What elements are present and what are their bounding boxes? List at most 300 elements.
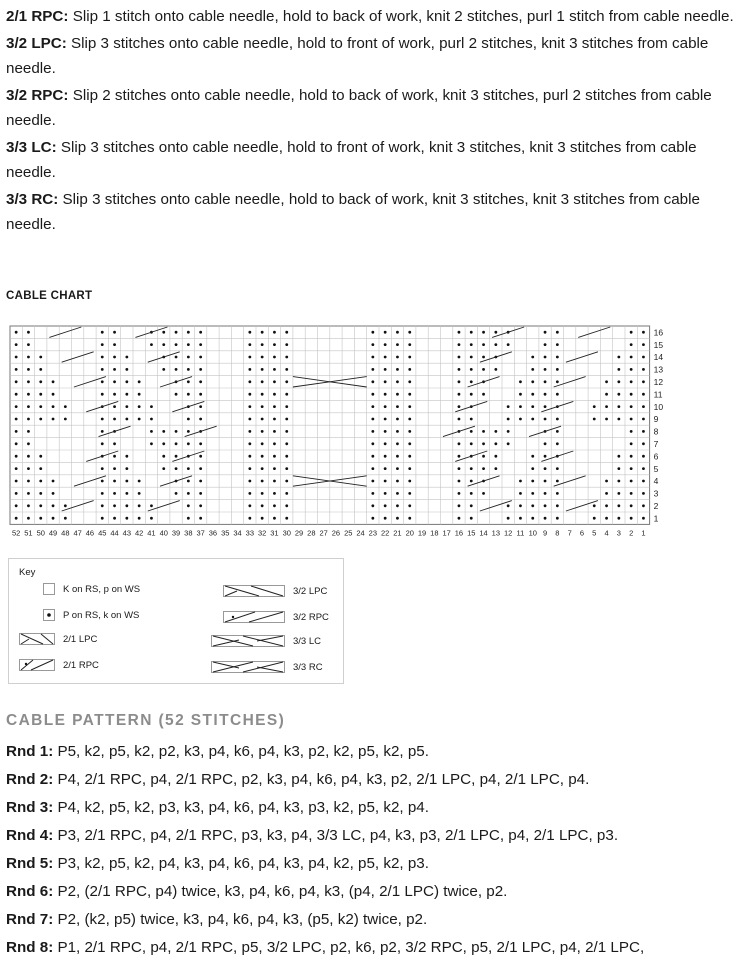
purl-dot (507, 442, 510, 445)
purl-dot (261, 455, 264, 458)
purl-dot (531, 480, 534, 483)
purl-dot (273, 467, 276, 470)
key-item-label: K on RS, p on WS (63, 583, 141, 595)
row-label: 13 (653, 364, 664, 375)
purl-dot (39, 504, 42, 507)
purl-dot (261, 492, 264, 495)
purl-dot (162, 467, 165, 470)
column-label: 19 (417, 528, 427, 538)
purl-dot (27, 356, 30, 359)
purl-dot (162, 343, 165, 346)
purl-dot (39, 455, 42, 458)
purl-dot (630, 492, 633, 495)
purl-dot (199, 455, 202, 458)
column-label: 6 (579, 528, 585, 538)
round-text: P4, 2/1 RPC, p4, 2/1 RPC, p2, k3, p4, k6, p4, k3, p2, 2/1 LPC, p4, 2/1 LPC, p4. (53, 771, 590, 788)
purl-dot (384, 368, 387, 371)
key-item-label: 2/1 RPC (63, 659, 99, 671)
purl-dot (273, 393, 276, 396)
purl-dot (15, 380, 18, 383)
purl-dot (642, 356, 645, 359)
purl-dot (371, 418, 374, 421)
purl-dot (138, 480, 141, 483)
column-label: 21 (393, 528, 402, 538)
purl-dot (470, 480, 473, 483)
column-label: 34 (233, 528, 242, 538)
purl-dot (52, 480, 55, 483)
purl-dot (15, 492, 18, 495)
purl-dot (125, 504, 128, 507)
purl-dot (458, 442, 461, 445)
purl-dot (617, 455, 620, 458)
definition-text: Slip 2 stitches onto cable needle, hold to back of work, knit 3 stitches, purl 2 stitches from cable needle. (6, 86, 712, 129)
definition-3-3-lc (6, 135, 746, 186)
row-label: 6 (653, 451, 659, 462)
purl-dot (396, 442, 399, 445)
purl-dot (248, 442, 251, 445)
row-label: 16 (653, 327, 664, 338)
purl-dot (162, 455, 165, 458)
purl-dot (138, 492, 141, 495)
purl-dot (519, 418, 522, 421)
purl-dot (544, 393, 547, 396)
purl-dot (285, 343, 288, 346)
purl-dot (175, 393, 178, 396)
purl-dot (617, 492, 620, 495)
purl-dot (138, 504, 141, 507)
purl-dot (470, 492, 473, 495)
purl-dot (273, 343, 276, 346)
purl-dot (470, 504, 473, 507)
purl-dot (39, 467, 42, 470)
purl-dot (261, 331, 264, 334)
purl-dot (630, 442, 633, 445)
purl-dot (27, 418, 30, 421)
purl-dot (630, 504, 633, 507)
purl-dot (642, 331, 645, 334)
purl-dot (371, 467, 374, 470)
purl-dot (556, 442, 559, 445)
definition-3-2-lpc (6, 31, 746, 82)
purl-dot (556, 467, 559, 470)
purl-dot (162, 331, 165, 334)
purl-dot (101, 467, 104, 470)
round-label: Rnd 5: (6, 855, 54, 872)
purl-dot (285, 517, 288, 520)
purl-dot (125, 405, 128, 408)
purl-dot (396, 368, 399, 371)
chart-key (8, 558, 344, 684)
purl-dot (101, 393, 104, 396)
purl-dot (384, 480, 387, 483)
purl-dot (27, 455, 30, 458)
purl-dot (199, 405, 202, 408)
purl-dot (408, 442, 411, 445)
definition-abbr: 2/1 RPC: (6, 8, 69, 25)
purl-dot (396, 356, 399, 359)
purl-dot (371, 492, 374, 495)
purl-dot (544, 405, 547, 408)
purl-dot (371, 504, 374, 507)
row-label: 15 (653, 339, 664, 350)
column-label: 2 (629, 528, 634, 538)
purl-dot (187, 380, 190, 383)
purl-dot (248, 480, 251, 483)
column-label: 43 (122, 528, 132, 538)
column-label: 49 (48, 528, 58, 538)
abbreviation-definitions (6, 4, 746, 239)
purl-dot (125, 368, 128, 371)
purl-dot (531, 356, 534, 359)
purl-dot (52, 380, 55, 383)
purl-dot (642, 405, 645, 408)
purl-dot (101, 480, 104, 483)
purl-dot (556, 331, 559, 334)
purl-dot (138, 393, 141, 396)
purl-dot (150, 430, 153, 433)
purl-dot (482, 356, 485, 359)
purl-dot (507, 517, 510, 520)
purl-dot (396, 430, 399, 433)
purl-dot (187, 492, 190, 495)
column-label: 48 (61, 528, 70, 538)
purl-dot (39, 492, 42, 495)
purl-dot (27, 442, 30, 445)
purl-dot (458, 368, 461, 371)
purl-dot (458, 356, 461, 359)
purl-dot (199, 380, 202, 383)
purl-dot (482, 343, 485, 346)
purl-dot (384, 356, 387, 359)
purl-dot (273, 442, 276, 445)
column-label: 27 (319, 528, 328, 538)
purl-dot (175, 368, 178, 371)
purl-dot (175, 492, 178, 495)
purl-dot (617, 380, 620, 383)
key-title: Key (19, 567, 36, 578)
purl-dot (519, 393, 522, 396)
column-label: 23 (368, 528, 378, 538)
purl-dot (408, 343, 411, 346)
purl-dot (384, 343, 387, 346)
purl-dot (285, 492, 288, 495)
purl-dot (396, 418, 399, 421)
purl-dot (125, 393, 128, 396)
round-text: P2, (2/1 RPC, p4) twice, k3, p4, k6, p4, k3, (p4, 2/1 LPC) twice, p2. (53, 883, 508, 900)
purl-dot (175, 331, 178, 334)
purl-dot (248, 492, 251, 495)
definition-abbr: 3/2 RPC: (6, 86, 69, 104)
purl-dot (261, 442, 264, 445)
row-label: 3 (653, 488, 659, 499)
purl-dot (15, 504, 18, 507)
column-label: 20 (405, 528, 414, 538)
column-label: 18 (430, 528, 439, 538)
purl-dot (187, 442, 190, 445)
purl-dot (39, 418, 42, 421)
key-item-label: 2/1 LPC (63, 633, 98, 645)
purl-dot (458, 405, 461, 408)
purl-dot (64, 517, 67, 520)
purl-dot (458, 331, 461, 334)
purl-dot (544, 517, 547, 520)
purl-dot (556, 343, 559, 346)
purl-dot (199, 356, 202, 359)
column-label: 52 (11, 528, 21, 538)
purl-dot (273, 331, 276, 334)
row-label: 1 (653, 513, 659, 524)
column-label: 33 (245, 528, 255, 538)
purl-dot (617, 368, 620, 371)
key-item-2-1-rpc (19, 659, 99, 671)
purl-dot (52, 418, 55, 421)
cable-chart (0, 318, 750, 548)
purl-dot (113, 393, 116, 396)
key-item-3-2-rpc (223, 611, 329, 623)
purl-dot (617, 504, 620, 507)
purl-dot (285, 356, 288, 359)
purl-dot (285, 393, 288, 396)
purl-dot (531, 405, 534, 408)
purl-dot (556, 356, 559, 359)
purl-dot (630, 356, 633, 359)
purl-dot (101, 343, 104, 346)
purl-dot (470, 517, 473, 520)
key-item-3-3-rc (211, 661, 323, 673)
purl-dot (138, 380, 141, 383)
purl-dot (261, 430, 264, 433)
purl-dot (150, 504, 153, 507)
purl-dot (285, 418, 288, 421)
purl-dot (384, 467, 387, 470)
purl-dot (52, 492, 55, 495)
purl-dot (544, 380, 547, 383)
purl-dot (556, 393, 559, 396)
purl-dot (113, 368, 116, 371)
purl-dot (531, 504, 534, 507)
purl-dot (175, 442, 178, 445)
purl-dot (15, 480, 18, 483)
pattern-title: CABLE PATTERN (52 STITCHES) (6, 712, 286, 729)
purl-dot (408, 331, 411, 334)
purl-dot (52, 517, 55, 520)
purl-dot (531, 380, 534, 383)
purl-dot (15, 455, 18, 458)
purl-dot (630, 331, 633, 334)
round-text: P1, 2/1 RPC, p4, 2/1 RPC, p5, 3/2 LPC, p2, k6, p2, 3/2 RPC, p5, 2/1 LPC, p4, 2/1 LPC, (53, 939, 645, 956)
purl-dot (199, 418, 202, 421)
purl-dot (605, 504, 608, 507)
purl-dot (101, 418, 104, 421)
row-label: 12 (653, 377, 664, 387)
purl-dot (150, 418, 153, 421)
purl-dot (187, 343, 190, 346)
purl-dot (642, 492, 645, 495)
key-item-label: 3/3 LC (293, 635, 321, 647)
round-label: Rnd 2: (6, 771, 54, 788)
column-label: 40 (159, 528, 168, 538)
purl-dot (125, 492, 128, 495)
purl-dot (396, 331, 399, 334)
purl-dot (113, 356, 116, 359)
purl-dot (371, 480, 374, 483)
purl-dot (482, 368, 485, 371)
purl-dot (64, 418, 67, 421)
purl-dot (113, 442, 116, 445)
knit-symbol-icon (43, 583, 55, 595)
purl-dot (519, 517, 522, 520)
purl-dot (175, 455, 178, 458)
purl-dot (494, 455, 497, 458)
column-label: 24 (356, 528, 365, 538)
purl-dot (593, 418, 596, 421)
purl-dot (384, 455, 387, 458)
purl-dot (470, 418, 473, 421)
cable-3-3-lc-icon (211, 635, 285, 647)
purl-dot (39, 380, 42, 383)
purl-dot (470, 430, 473, 433)
key-item-knit (43, 583, 140, 595)
column-label: 37 (196, 528, 205, 538)
purl-dot (556, 368, 559, 371)
purl-dot (261, 380, 264, 383)
column-label: 9 (542, 528, 548, 538)
purl-dot (273, 430, 276, 433)
purl-dot (175, 467, 178, 470)
column-label: 47 (73, 528, 82, 538)
purl-dot (494, 467, 497, 470)
purl-dot (101, 492, 104, 495)
purl-dot (113, 517, 116, 520)
purl-dot (162, 368, 165, 371)
purl-dot (162, 430, 165, 433)
purl-dot (248, 504, 251, 507)
purl-dot (273, 356, 276, 359)
purl-dot (470, 442, 473, 445)
purl-dot (175, 343, 178, 346)
purl-dot (642, 380, 645, 383)
purl-dot (593, 517, 596, 520)
purl-dot (199, 480, 202, 483)
column-label: 32 (257, 528, 267, 538)
purl-dot (396, 504, 399, 507)
purl-dot (384, 442, 387, 445)
purl-dot (458, 380, 461, 383)
column-label: 50 (36, 528, 45, 538)
purl-dot (642, 418, 645, 421)
purl-dot (248, 467, 251, 470)
purl-dot (39, 405, 42, 408)
purl-dot (396, 343, 399, 346)
purl-dot (199, 393, 202, 396)
purl-dot (273, 480, 276, 483)
purl-dot-icon (43, 609, 55, 621)
column-label: 35 (221, 528, 230, 538)
round-5 (6, 850, 750, 878)
purl-dot (113, 331, 116, 334)
purl-dot (556, 504, 559, 507)
purl-dot (556, 380, 559, 383)
purl-dot (125, 356, 128, 359)
purl-dot (261, 393, 264, 396)
purl-dot (187, 430, 190, 433)
purl-dot (261, 343, 264, 346)
purl-dot (187, 356, 190, 359)
purl-dot (494, 343, 497, 346)
key-item-3-3-lc (211, 635, 321, 647)
purl-dot (396, 492, 399, 495)
column-label: 16 (454, 528, 464, 538)
purl-dot (630, 418, 633, 421)
purl-dot (531, 393, 534, 396)
purl-dot (544, 455, 547, 458)
round-label: Rnd 3: (6, 799, 54, 816)
purl-dot (150, 405, 153, 408)
round-text: P3, 2/1 RPC, p4, 2/1 RPC, p3, k3, p4, 3/3 LC, p4, k3, p3, 2/1 LPC, p4, 2/1 LPC, p3. (53, 827, 619, 844)
purl-dot (273, 418, 276, 421)
purl-dot (458, 492, 461, 495)
key-item-label: 3/2 RPC (293, 611, 329, 623)
purl-dot (15, 405, 18, 408)
purl-dot (544, 442, 547, 445)
purl-dot (199, 517, 202, 520)
purl-dot (384, 380, 387, 383)
purl-dot (187, 517, 190, 520)
purl-dot (384, 418, 387, 421)
purl-dot (15, 430, 18, 433)
purl-dot (396, 380, 399, 383)
cable-2-1-rpc-icon (19, 659, 55, 671)
purl-dot (15, 418, 18, 421)
purl-dot (544, 467, 547, 470)
purl-dot (593, 504, 596, 507)
purl-dot (138, 405, 141, 408)
purl-dot (482, 331, 485, 334)
purl-dot (630, 467, 633, 470)
purl-dot (371, 368, 374, 371)
purl-dot (125, 480, 128, 483)
purl-dot (285, 430, 288, 433)
purl-dot (27, 368, 30, 371)
purl-dot (519, 480, 522, 483)
purl-dot (199, 368, 202, 371)
purl-dot (199, 442, 202, 445)
round-1 (6, 738, 750, 766)
purl-dot (507, 418, 510, 421)
purl-dot (27, 343, 30, 346)
row-label: 11 (653, 389, 663, 400)
purl-dot (199, 331, 202, 334)
cable-3-2-lpc-icon (223, 585, 285, 597)
purl-dot (519, 380, 522, 383)
purl-dot (125, 418, 128, 421)
purl-dot (39, 480, 42, 483)
column-label: 42 (134, 528, 144, 538)
cable-2-1-lpc-icon (19, 633, 55, 645)
purl-dot (101, 517, 104, 520)
purl-dot (642, 480, 645, 483)
purl-dot (458, 418, 461, 421)
column-label: 31 (270, 528, 279, 538)
purl-dot (408, 430, 411, 433)
round-8 (6, 934, 750, 962)
purl-dot (125, 517, 128, 520)
purl-dot (408, 405, 411, 408)
column-label: 25 (344, 528, 353, 538)
purl-dot (384, 517, 387, 520)
purl-dot (630, 393, 633, 396)
purl-dot (248, 331, 251, 334)
